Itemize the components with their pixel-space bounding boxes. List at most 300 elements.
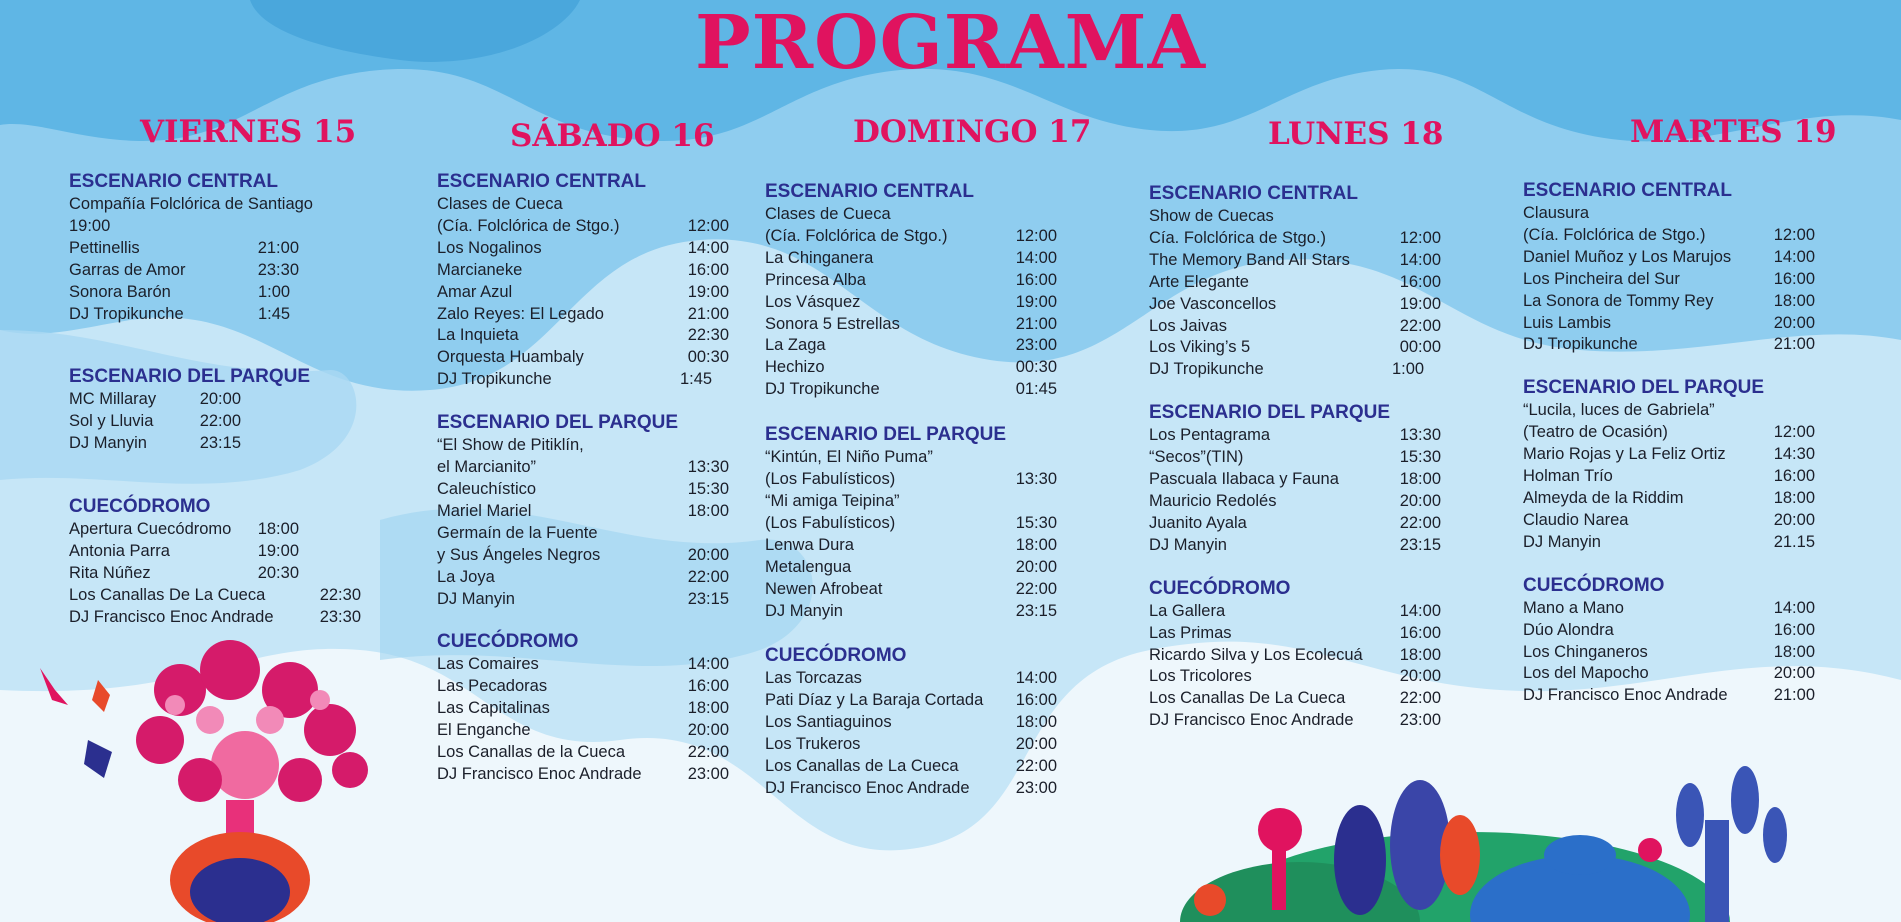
act-time: 15:30 xyxy=(1399,448,1441,467)
act-time: 16:00 xyxy=(687,677,729,696)
day-header-domingo: DOMINGO 17 xyxy=(853,114,1092,150)
act-time: 22:00 xyxy=(1399,689,1441,708)
act-name: La Inquieta xyxy=(437,326,519,345)
schedule-row xyxy=(1149,513,1441,535)
schedule-row xyxy=(1149,447,1441,469)
section-title: ESCENARIO DEL PARQUE xyxy=(69,366,311,388)
schedule-row xyxy=(1523,313,1815,335)
act-time: 19:00 xyxy=(1015,292,1057,311)
schedule-row xyxy=(1523,466,1815,488)
act-time: 18:00 xyxy=(1399,470,1441,489)
act-name: “Kintún, El Niño Puma” xyxy=(765,448,933,467)
schedule-row xyxy=(437,698,729,720)
schedule-row xyxy=(1149,228,1441,250)
act-name: Los Pentagrama xyxy=(1149,426,1271,445)
schedule-row xyxy=(437,304,729,326)
schedule-row xyxy=(765,314,1057,336)
act-name: Las Primas xyxy=(1149,623,1232,642)
act-name: Mauricio Redolés xyxy=(1149,491,1277,510)
section xyxy=(69,170,364,325)
act-name: el Marcianito” xyxy=(437,458,537,477)
schedule-row xyxy=(437,369,729,391)
act-time: 22:00 xyxy=(1399,316,1441,335)
act-time: 20:00 xyxy=(687,721,729,740)
section-title: ESCENARIO CENTRAL xyxy=(1149,183,1359,204)
schedule-row xyxy=(1523,247,1815,269)
schedule-row xyxy=(765,204,1057,226)
day-header-martes: MARTES 19 xyxy=(1630,114,1837,150)
act-time: 18:00 xyxy=(1015,713,1057,732)
act-name: Clases de Cueca xyxy=(765,205,891,223)
act-time: 20:00 xyxy=(1015,557,1057,576)
act-name: Show de Cuecas xyxy=(1149,207,1274,225)
schedule-row xyxy=(69,563,299,585)
act-name: Juanito Ayala xyxy=(1149,513,1247,532)
section-title: CUECÓDROMO xyxy=(437,631,579,653)
day-header-viernes: VIERNES 15 xyxy=(140,114,357,150)
schedule-row xyxy=(765,270,1057,292)
act-name: Los Vásquez xyxy=(765,292,861,311)
act-name: DJ Manyin xyxy=(437,589,515,608)
act-time: 20:30 xyxy=(257,563,299,582)
schedule-row xyxy=(69,541,299,563)
act-name: Luis Lambis xyxy=(1523,313,1612,332)
schedule-row xyxy=(1149,425,1441,447)
act-name: DJ Francisco Enoc Andrade xyxy=(69,607,274,626)
act-time: 23:00 xyxy=(1015,778,1057,797)
act-name: La Zaga xyxy=(765,336,826,355)
act-time: 23:15 xyxy=(1399,535,1441,554)
schedule-row xyxy=(437,347,729,369)
schedule-row xyxy=(1149,250,1441,272)
schedule-row xyxy=(765,712,1057,734)
act-time: 23:15 xyxy=(687,589,729,608)
schedule-row xyxy=(765,778,1057,800)
act-time: 23:00 xyxy=(1399,711,1441,730)
act-name: DJ Tropikunche xyxy=(1523,335,1638,354)
act-time: 14:00 xyxy=(1773,598,1815,617)
act-name: Rita Núñez xyxy=(69,563,151,582)
section-title: ESCENARIO DEL PARQUE xyxy=(437,412,679,434)
schedule-row xyxy=(765,734,1057,756)
act-name: Los Chinganeros xyxy=(1523,642,1648,661)
schedule-row xyxy=(437,282,729,304)
schedule-row xyxy=(1523,620,1815,642)
act-time: 20:00 xyxy=(1399,667,1441,686)
schedule-row xyxy=(1149,645,1441,667)
act-time: 20:00 xyxy=(1773,313,1815,332)
act-time: 21.15 xyxy=(1773,532,1815,551)
act-name: Dúo Alondra xyxy=(1523,620,1614,639)
act-time: 14:00 xyxy=(687,655,729,674)
act-name: DJ Francisco Enoc Andrade xyxy=(1149,711,1354,730)
act-name: DJ Manyin xyxy=(1523,532,1601,551)
act-name: Las Comaires xyxy=(437,655,539,674)
schedule-row xyxy=(437,501,729,523)
act-time: 21:00 xyxy=(257,238,299,257)
section-title: CUECÓDROMO xyxy=(1523,574,1665,596)
act-time: 23:30 xyxy=(319,607,361,626)
act-time: 21:00 xyxy=(1015,314,1057,333)
schedule-row xyxy=(1523,291,1815,313)
section xyxy=(437,170,729,391)
act-name: Clases de Cueca xyxy=(437,195,563,213)
schedule-row xyxy=(1149,623,1441,645)
schedule-row xyxy=(69,585,361,607)
schedule-row xyxy=(437,194,729,216)
schedule-row xyxy=(437,260,729,282)
act-name: Arte Elegante xyxy=(1149,272,1249,291)
section-title: ESCENARIO CENTRAL xyxy=(69,171,279,192)
schedule-row xyxy=(437,216,729,238)
act-name: Los Santiaguinos xyxy=(765,713,892,732)
act-time: 20:00 xyxy=(1015,735,1057,754)
act-name: Compañía Folclórica de Santiago xyxy=(69,195,313,213)
section xyxy=(69,365,364,455)
act-time: 21:00 xyxy=(1773,686,1815,705)
schedule-row xyxy=(765,335,1057,357)
act-name: Los Canallas de la Cueca xyxy=(437,743,626,762)
schedule-row xyxy=(69,216,364,238)
act-name: y Sus Ángeles Negros xyxy=(437,545,601,564)
schedule-row xyxy=(69,607,361,629)
act-time: 21:00 xyxy=(1773,335,1815,354)
act-time: 20:00 xyxy=(687,545,729,564)
schedule-row xyxy=(1149,666,1441,688)
section xyxy=(437,411,729,610)
act-time: 14:00 xyxy=(1399,601,1441,620)
schedule-row xyxy=(765,226,1057,248)
day-column-lunes xyxy=(1149,182,1441,752)
act-name: DJ Tropikunche xyxy=(765,380,880,399)
schedule-row xyxy=(1523,663,1815,685)
act-time: 22:00 xyxy=(687,743,729,762)
act-time: 14:00 xyxy=(1773,247,1815,266)
section-title: CUECÓDROMO xyxy=(765,645,907,667)
act-time: 14:00 xyxy=(687,238,729,257)
schedule-row xyxy=(69,389,241,411)
act-time: 1:45 xyxy=(680,370,713,389)
act-name: La Gallera xyxy=(1149,601,1226,620)
act-name: “El Show de Pitiklín, xyxy=(437,436,584,455)
act-name: Metalengua xyxy=(765,557,852,576)
act-name: El Enganche xyxy=(437,721,531,740)
day-header-sabado: SÁBADO 16 xyxy=(510,118,715,154)
act-name: Los Viking’s 5 xyxy=(1149,338,1251,357)
act-time: 23:00 xyxy=(687,764,729,783)
act-time: 01:45 xyxy=(1015,380,1057,399)
act-time: 15:30 xyxy=(687,479,729,498)
act-time: 22:30 xyxy=(319,585,361,604)
act-name: Germaín de la Fuente xyxy=(437,523,598,542)
schedule-row xyxy=(765,248,1057,270)
schedule-row xyxy=(765,756,1057,778)
act-time: 16:00 xyxy=(1399,623,1441,642)
section-title: ESCENARIO DEL PARQUE xyxy=(765,424,1007,446)
schedule-row xyxy=(69,260,299,282)
schedule-row xyxy=(437,742,729,764)
act-name: Clausura xyxy=(1523,204,1590,222)
act-time: 1:45 xyxy=(258,304,291,323)
act-time: 21:00 xyxy=(687,304,729,323)
section xyxy=(1523,179,1815,356)
act-time: 12:00 xyxy=(1399,228,1441,247)
schedule-row xyxy=(1149,316,1441,338)
schedule-row xyxy=(765,668,1057,690)
act-time: 22:00 xyxy=(687,567,729,586)
act-name: Mario Rojas y La Feliz Ortiz xyxy=(1523,445,1726,464)
act-time: 16:00 xyxy=(687,260,729,279)
act-time: 16:00 xyxy=(1773,467,1815,486)
act-name: Zalo Reyes: El Legado xyxy=(437,304,604,323)
act-name: Pettinellis xyxy=(69,238,140,257)
section xyxy=(1149,577,1441,732)
day-column-martes xyxy=(1523,179,1815,727)
act-name: Almeyda de la Riddim xyxy=(1523,488,1684,507)
schedule-row xyxy=(1149,688,1441,710)
act-time: 18:00 xyxy=(1399,645,1441,664)
act-time: 19:00 xyxy=(687,282,729,301)
act-time: 22:30 xyxy=(687,326,729,345)
act-name: DJ Manyin xyxy=(1149,535,1227,554)
section xyxy=(765,180,1057,401)
act-time: 20:00 xyxy=(1773,510,1815,529)
act-name: Sonora Barón xyxy=(69,282,171,301)
schedule-row xyxy=(69,194,364,216)
act-name: La Chinganera xyxy=(765,248,874,267)
section xyxy=(69,495,364,629)
schedule-row xyxy=(437,325,729,347)
day-header-lunes: LUNES 18 xyxy=(1268,116,1444,152)
act-name: Ricardo Silva y Los Ecolecuá xyxy=(1149,645,1363,664)
schedule-row xyxy=(765,447,1057,469)
act-name: Las Capitalinas xyxy=(437,699,550,718)
section-title: CUECÓDROMO xyxy=(69,496,211,518)
act-time: 23:15 xyxy=(199,434,241,453)
schedule-row xyxy=(437,720,729,742)
schedule-row xyxy=(1523,225,1815,247)
schedule-row xyxy=(437,654,729,676)
act-name: DJ Francisco Enoc Andrade xyxy=(1523,686,1728,705)
schedule-row xyxy=(765,690,1057,712)
act-time: 20:00 xyxy=(199,390,241,409)
act-time: 16:00 xyxy=(1773,620,1815,639)
schedule-row xyxy=(765,379,1057,401)
act-name: Sonora 5 Estrellas xyxy=(765,314,900,333)
act-time: 16:00 xyxy=(1015,691,1057,710)
schedule-row xyxy=(69,304,299,326)
act-time: 23:15 xyxy=(1015,601,1057,620)
section xyxy=(765,423,1057,622)
schedule-row xyxy=(1523,269,1815,291)
act-name: (Cía. Folclórica de Stgo.) xyxy=(437,216,620,235)
act-time: 15:30 xyxy=(1015,513,1057,532)
act-name: (Los Fabulísticos) xyxy=(765,513,896,532)
schedule-row xyxy=(1149,337,1441,359)
act-time: 13:30 xyxy=(687,458,729,477)
schedule-row xyxy=(1523,510,1815,532)
schedule-row xyxy=(1523,334,1815,356)
act-name: Los Jaivas xyxy=(1149,316,1227,335)
act-name: DJ Francisco Enoc Andrade xyxy=(437,764,642,783)
schedule-row xyxy=(437,764,729,786)
schedule-row xyxy=(69,238,299,260)
section-title: ESCENARIO CENTRAL xyxy=(1523,180,1733,201)
section xyxy=(1523,574,1815,708)
act-name: Pascuala Ilabaca y Fauna xyxy=(1149,470,1339,489)
schedule-row xyxy=(1523,642,1815,664)
schedule-row xyxy=(437,238,729,260)
schedule-row xyxy=(437,545,729,567)
section-title: ESCENARIO CENTRAL xyxy=(437,171,647,192)
act-name: Mariel Mariel xyxy=(437,501,532,520)
act-name: Hechizo xyxy=(765,358,825,377)
section-title: ESCENARIO CENTRAL xyxy=(765,181,975,202)
act-time: 18:00 xyxy=(687,501,729,520)
act-time: 19:00 xyxy=(1399,294,1441,313)
act-time: 13:30 xyxy=(1015,470,1057,489)
act-time: 16:00 xyxy=(1773,269,1815,288)
section-title: ESCENARIO DEL PARQUE xyxy=(1523,377,1765,399)
act-name: Lenwa Dura xyxy=(765,535,854,554)
act-name: Los Pincheira del Sur xyxy=(1523,269,1680,288)
schedule-row xyxy=(765,491,1057,513)
act-time: 22:00 xyxy=(1399,513,1441,532)
schedule-row xyxy=(437,435,729,457)
schedule-row xyxy=(1149,206,1441,228)
schedule-row xyxy=(1523,203,1815,225)
act-name: Los Canallas De La Cueca xyxy=(69,585,266,604)
act-name: Claudio Narea xyxy=(1523,510,1629,529)
schedule-row xyxy=(69,519,299,541)
act-name: Joe Vasconcellos xyxy=(1149,294,1277,313)
schedule-row xyxy=(765,601,1057,623)
schedule-row xyxy=(765,357,1057,379)
schedule-row xyxy=(69,433,241,455)
schedule-row xyxy=(1149,359,1441,381)
act-name: (Cía. Folclórica de Stgo.) xyxy=(1523,225,1706,244)
act-name: (Cía. Folclórica de Stgo.) xyxy=(765,226,948,245)
schedule-row xyxy=(1149,491,1441,513)
act-time: 22:00 xyxy=(199,412,241,431)
schedule-row xyxy=(1523,685,1815,707)
act-time: 00:30 xyxy=(687,348,729,367)
act-name: DJ Manyin xyxy=(69,434,147,453)
act-name: (Los Fabulísticos) xyxy=(765,470,896,489)
act-time: 22:00 xyxy=(1015,757,1057,776)
act-name: DJ Manyin xyxy=(765,601,843,620)
section xyxy=(1149,182,1441,381)
act-name: Apertura Cuecódromo xyxy=(69,520,232,539)
act-time: 12:00 xyxy=(687,216,729,235)
act-name: The Memory Band All Stars xyxy=(1149,250,1350,269)
act-time: 00:00 xyxy=(1399,338,1441,357)
schedule-row xyxy=(437,589,729,611)
act-name: La Sonora de Tommy Rey xyxy=(1523,291,1714,310)
act-name: “Mi amiga Teipina” xyxy=(765,491,900,510)
schedule-row xyxy=(765,557,1057,579)
act-time: 23:30 xyxy=(257,260,299,279)
section-title: ESCENARIO DEL PARQUE xyxy=(1149,402,1391,424)
act-name: Los Canallas de La Cueca xyxy=(765,757,959,776)
section xyxy=(437,630,729,785)
act-name: (Teatro de Ocasión) xyxy=(1523,423,1668,442)
schedule-row xyxy=(1523,532,1815,554)
act-time: 16:00 xyxy=(1399,272,1441,291)
act-time: 18:00 xyxy=(1773,291,1815,310)
act-time: 14:00 xyxy=(1399,250,1441,269)
schedule-row xyxy=(69,411,241,433)
section-title: CUECÓDROMO xyxy=(1149,577,1291,599)
act-time: 18:00 xyxy=(1773,488,1815,507)
schedule-row xyxy=(1523,488,1815,510)
act-name: Los Canallas De La Cueca xyxy=(1149,689,1346,708)
schedule-row xyxy=(1523,422,1815,444)
schedule-row xyxy=(1523,444,1815,466)
act-name: Antonia Parra xyxy=(69,542,170,561)
schedule-row xyxy=(437,457,729,479)
schedule-row xyxy=(437,523,729,545)
act-name: 19:00 xyxy=(69,216,111,235)
schedule-row xyxy=(1149,601,1441,623)
schedule-row xyxy=(1149,469,1441,491)
page-title: PROGRAMA xyxy=(694,0,1207,86)
act-time: 18:00 xyxy=(1773,642,1815,661)
schedule-row xyxy=(765,513,1057,535)
act-name: Holman Trío xyxy=(1523,467,1613,486)
act-name: DJ Tropikunche xyxy=(69,304,184,323)
act-time: 18:00 xyxy=(687,699,729,718)
act-name: Los Trukeros xyxy=(765,735,861,754)
act-time: 20:00 xyxy=(1773,664,1815,683)
act-name: Marcianeke xyxy=(437,260,523,279)
act-name: Pati Díaz y La Baraja Cortada xyxy=(765,691,984,710)
act-time: 13:30 xyxy=(1399,426,1441,445)
schedule-row xyxy=(1523,400,1815,422)
act-name: MC Millaray xyxy=(69,390,157,409)
schedule-row xyxy=(69,282,299,304)
act-name: Orquesta Huambaly xyxy=(437,348,584,367)
act-name: Daniel Muñoz y Los Marujos xyxy=(1523,247,1732,266)
act-name: Princesa Alba xyxy=(765,270,866,289)
act-name: DJ Tropikunche xyxy=(437,370,552,389)
act-name: Las Torcazas xyxy=(765,669,862,688)
section xyxy=(1149,401,1441,556)
act-name: DJ Tropikunche xyxy=(1149,360,1264,379)
act-name: Mano a Mano xyxy=(1523,598,1624,617)
schedule-row xyxy=(765,292,1057,314)
act-name: DJ Francisco Enoc Andrade xyxy=(765,778,970,797)
act-name: Garras de Amor xyxy=(69,260,186,279)
act-name: La Joya xyxy=(437,567,495,586)
act-name: Las Pecadoras xyxy=(437,677,548,696)
section xyxy=(1523,376,1815,553)
schedule-row xyxy=(1149,710,1441,732)
schedule-row xyxy=(765,535,1057,557)
act-time: 1:00 xyxy=(258,282,291,301)
act-name: Los Nogalinos xyxy=(437,238,542,257)
act-name: Newen Afrobeat xyxy=(765,579,883,598)
act-time: 18:00 xyxy=(257,520,299,539)
act-time: 16:00 xyxy=(1015,270,1057,289)
act-name: Caleuchístico xyxy=(437,479,537,498)
schedule-row xyxy=(437,479,729,501)
act-name: Amar Azul xyxy=(437,282,513,301)
schedule-row xyxy=(765,579,1057,601)
schedule-row xyxy=(1149,294,1441,316)
act-time: 23:00 xyxy=(1015,336,1057,355)
act-time: 18:00 xyxy=(1015,535,1057,554)
